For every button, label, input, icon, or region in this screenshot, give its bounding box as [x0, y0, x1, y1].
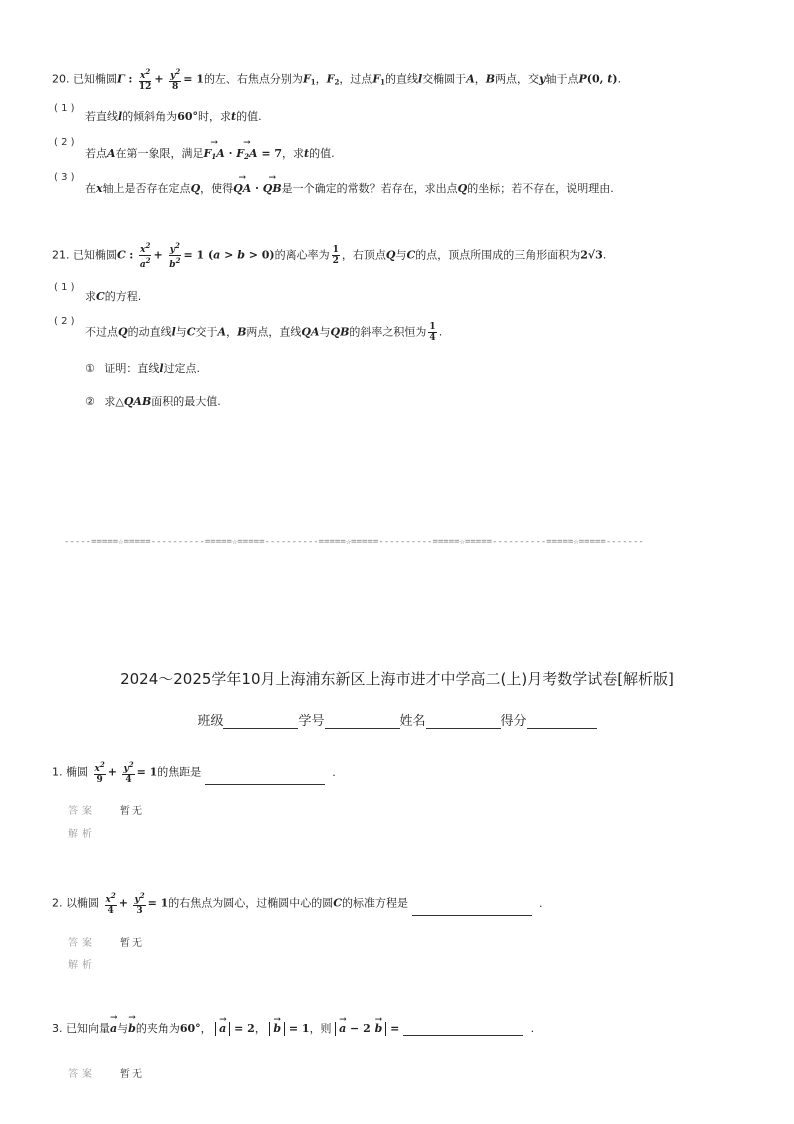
q3-answer-blank[interactable]	[403, 1024, 523, 1036]
q1-analysis-label: 解析	[68, 829, 96, 840]
student-info-line	[0, 710, 794, 729]
student-id-field[interactable]	[325, 717, 400, 729]
q1-answer-row: 答案 暂无	[68, 806, 144, 817]
circled-number-1: ①	[85, 362, 95, 375]
q1-stem: 1. 椭圆 $\frac{x^2}{9}$ + $\frac{y^2}{4}$ = 1的焦距是 .	[52, 760, 336, 785]
score-field[interactable]	[527, 717, 597, 729]
q20-part2: 若点A在第一象限，满足→ $F_1A$ · → $F_2A = 7$，求t的值.	[85, 145, 335, 161]
q2-answer-row: 答案 暂无	[68, 938, 144, 949]
q20-part3: 在x轴上是否存在定点Q，使得→ QA · → QB是一个确定的常数？若存在，求出点Q的坐标；若不存在，说明理由.	[85, 180, 614, 196]
q20-part3-label: ( 3 )	[54, 172, 75, 183]
q21-part1: 求C的方程.	[85, 290, 142, 303]
q3-stem: 3. 已知向量→ a与→ b的夹角为60°， → a = 2， → b = 1，则 → a − 2 → b = .	[52, 1020, 534, 1036]
student-id-label: 学号	[298, 714, 325, 729]
page-separator: -----=====☆=====----------=====☆=====----------=====☆=====----------=====☆=====----------=====☆=====-------	[64, 537, 644, 547]
exam-title: 2024～2025学年10月上海浦东新区上海市进才中学高二(上)月考数学试卷[解析版]	[120, 670, 674, 688]
q2-analysis-label: 解析	[68, 960, 96, 971]
q21-part2-label: ( 2 )	[54, 316, 75, 327]
q21-sub2: ② 求△QAB面积的最大值.	[85, 395, 221, 408]
q21-stem: 21. 已知椭圆C : $\frac{x^2}{a^2}$ + $\frac{y^2}{b^2}$ = 1 (a > b > 0)的离心率为 $\frac{1}{2}$ ，右顶点Q与C的点，顶点所围成的三角形面积为2√3.	[52, 241, 607, 270]
q21-sub1: ① 证明：直线l过定点.	[85, 362, 201, 375]
q20-part1: 若直线l的倾斜角为60°时，求t的值.	[85, 110, 262, 123]
q21-part1-label: ( 1 )	[54, 282, 75, 293]
name-field[interactable]	[426, 717, 501, 729]
q20-stem: 20. 已知椭圆Γ : $\frac{x^2}{12}$ + $\frac{y^2}{8}$ = 1的左、右焦点分别为$F_1$，$F_2$，过点$F_1$的直线l交椭圆于A，B两点，交y轴于点P(0, t).	[52, 67, 622, 92]
q20-part2-label: ( 2 )	[54, 137, 75, 148]
class-field[interactable]	[223, 717, 298, 729]
q3-answer-row: 答案 暂无	[68, 1069, 144, 1080]
score-label: 得分	[500, 714, 527, 729]
q21-part2: 不过点Q的动直线l与C交于A，B两点，直线QA与QB的斜率之积恒为 $\frac{1}{4}$ .	[85, 322, 443, 343]
q20-part1-label: ( 1 )	[54, 103, 75, 114]
name-label: 姓名	[399, 714, 426, 729]
class-label: 班级	[197, 714, 224, 729]
circled-number-2: ②	[85, 395, 95, 408]
q2-answer-blank[interactable]	[412, 904, 532, 916]
q1-answer-blank[interactable]	[205, 773, 325, 785]
q2-stem: 2. 以椭圆 $\frac{x^2}{4}$ + $\frac{y^2}{3}$ = 1的右焦点为圆心，过椭圆中心的圆C的标准方程是 .	[52, 891, 543, 916]
